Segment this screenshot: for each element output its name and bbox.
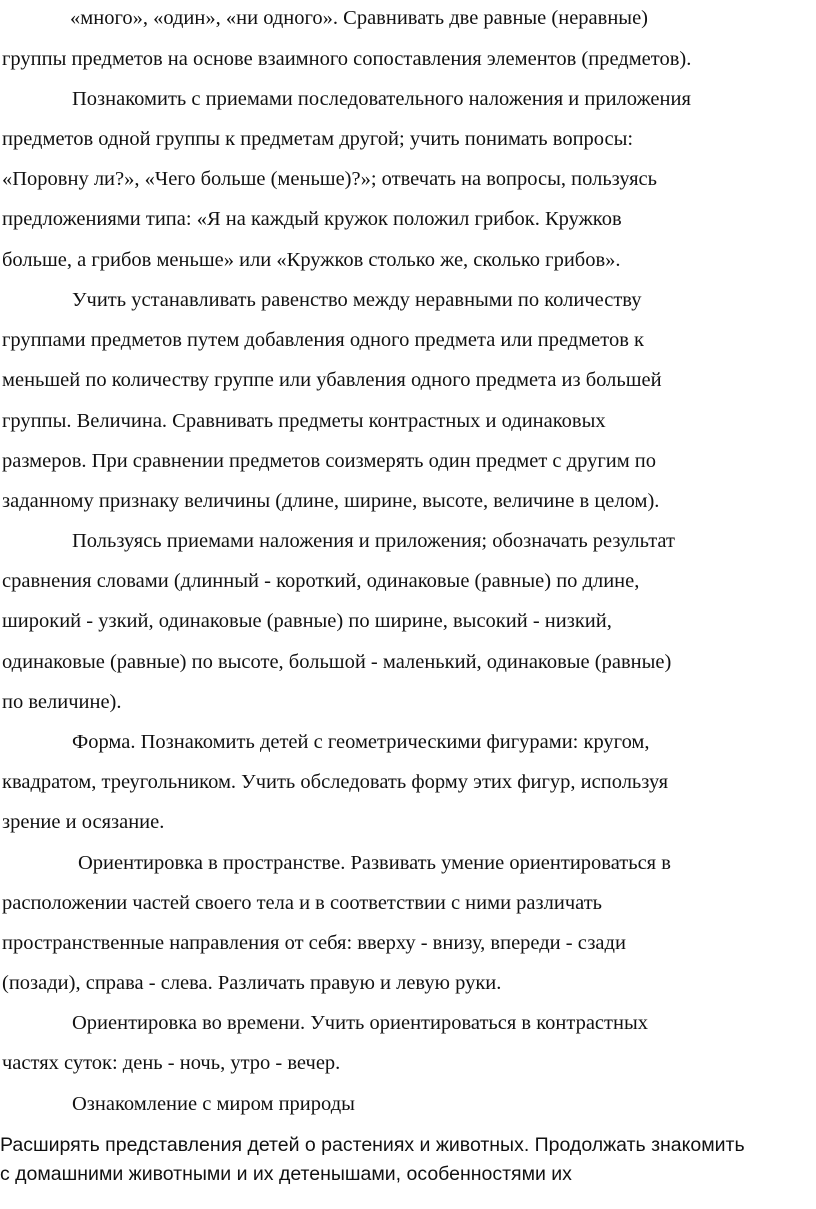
text-line: квадратом, треугольником. Учить обследовать форму этих фигур, используя — [2, 771, 669, 793]
text-line: Ознакомление с миром природы — [72, 1093, 355, 1115]
text-line: группами предметов путем добавления одного предмета или предметов к — [2, 329, 644, 351]
text-line: предметов одной группы к предметам другой; учить понимать вопросы: — [2, 128, 634, 150]
text-line: Форма. Познакомить детей с геометрическими фигурами: кругом, — [72, 731, 650, 753]
text-line: Ориентировка во времени. Учить ориентироваться в контрастных — [72, 1012, 648, 1034]
text-line: группы. Величина. Сравнивать предметы контрастных и одинаковых — [2, 410, 606, 432]
text-line: с домашними животными и их детенышами, особенностями их — [0, 1163, 572, 1185]
text-line: предложениями типа: «Я на каждый кружок положил грибок. Кружков — [2, 208, 622, 230]
text-line: по величине). — [2, 691, 122, 713]
text-line: зрение и осязание. — [2, 811, 165, 833]
text-line: одинаковые (равные) по высоте, большой - маленький, одинаковые (равные) — [2, 651, 672, 673]
text-line: Расширять представления детей о растениях и животных. Продолжать знакомить — [0, 1134, 745, 1156]
text-line: сравнения словами (длинный - короткий, одинаковые (равные) по длине, — [2, 570, 640, 592]
text-line: Учить устанавливать равенство между неравными по количеству — [72, 289, 642, 311]
text-line: пространственные направления от себя: вверху - внизу, впереди - сзади — [2, 932, 626, 954]
text-line: Ориентировка в пространстве. Развивать умение ориентироваться в — [78, 852, 671, 874]
text-line: Познакомить с приемами последовательного наложения и приложения — [72, 88, 691, 110]
text-line: широкий - узкий, одинаковые (равные) по ширине, высокий - низкий, — [2, 610, 612, 632]
text-line: группы предметов на основе взаимного сопоставления элементов (предметов). — [2, 48, 692, 70]
text-line: меньшей по количеству группе или убавления одного предмета из большей — [2, 369, 662, 391]
text-line: частях суток: день - ночь, утро - вечер. — [2, 1052, 341, 1074]
text-line: размеров. При сравнении предметов соизмерять один предмет с другим по — [2, 450, 657, 472]
text-line: Пользуясь приемами наложения и приложения; обозначать результат — [72, 530, 675, 552]
text-line: «Поровну ли?», «Чего больше (меньше)?»; отвечать на вопросы, пользуясь — [2, 168, 657, 190]
text-line: (позади), справа - слева. Различать правую и левую руки. — [2, 972, 502, 994]
text-line: больше, а грибов меньше» или «Кружков столько же, сколько грибов». — [2, 249, 621, 271]
text-line: расположении частей своего тела и в соответствии с ними различать — [2, 892, 603, 914]
text-line: заданному признаку величины (длине, ширине, высоте, величине в целом). — [2, 490, 660, 512]
text-line: «много», «один», «ни одного». Сравнивать две равные (неравные) — [70, 7, 649, 29]
